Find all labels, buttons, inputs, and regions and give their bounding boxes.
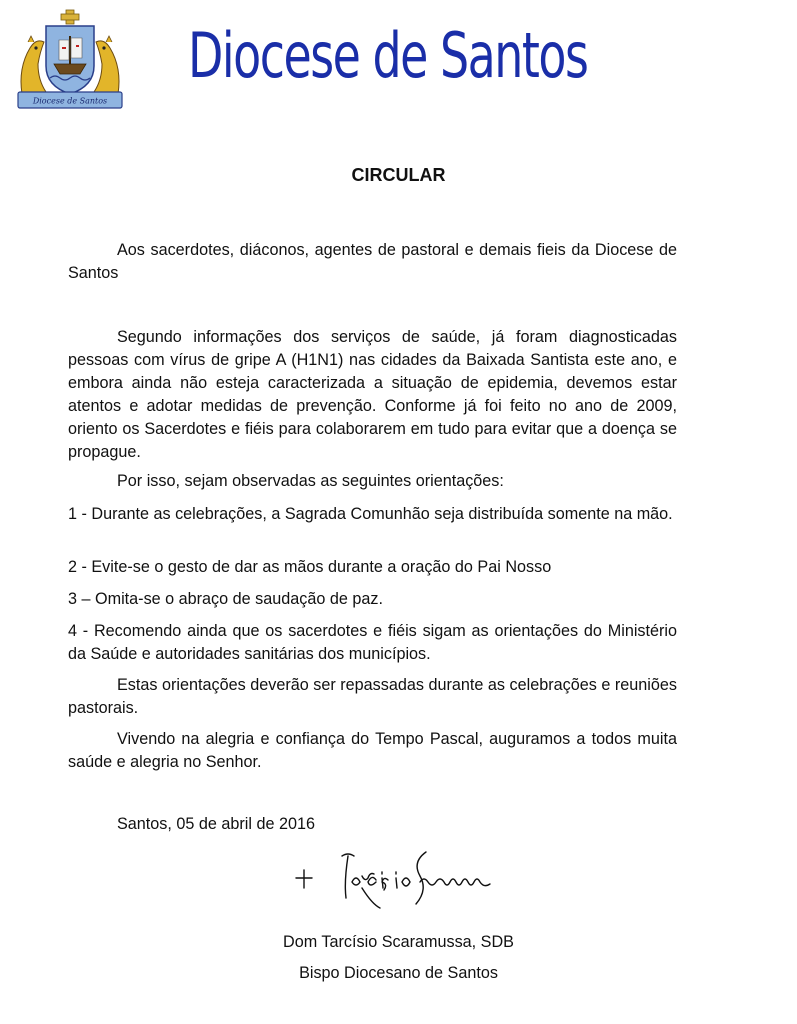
paragraph-body: Segundo informações dos serviços de saúde, já foram diagnosticadas pessoas com vírus de gripe A (H1N1) nas cidades da Baixada Santista este ano, e embora ainda não esteja caracterizada a situação de epidemia, devemos estar atentos e adotar medidas de prevenção. Conforme já foi feito no ano de 2009, oriento os Sacerdotes e fiéis para colaborarem em tudo para evitar que a doença se propague. [68, 328, 677, 461]
diocese-crest-logo [14, 8, 126, 110]
document-title: CIRCULAR [351, 165, 446, 185]
guideline-item: 3 – Omita-se o abraço de saudação de paz. [68, 590, 383, 608]
salutation: Aos sacerdotes, diáconos, agentes de pastoral e demais fieis da Diocese de Santos [68, 241, 677, 282]
signatory-name: Dom Tarcísio Scaramussa, SDB [283, 933, 514, 951]
diocese-brand-title: Diocese de Santos [188, 19, 588, 92]
guideline-item: 2 - Evite-se o gesto de dar as mãos durante a oração do Pai Nosso [68, 558, 552, 576]
signatory-role: Bispo Diocesano de Santos [299, 964, 498, 982]
closing-paragraph: Vivendo na alegria e confiança do Tempo Pascal, auguramos a todos muita saúde e alegria no Senhor. [68, 730, 677, 771]
guideline-item: 1 - Durante as celebrações, a Sagrada Comunhão seja distribuída somente na mão. [68, 505, 673, 523]
closing-paragraph: Estas orientações deverão ser repassadas durante as celebrações e reuniões pastorais. [68, 676, 677, 717]
place-and-date: Santos, 05 de abril de 2016 [117, 815, 315, 833]
handwritten-signature [292, 842, 507, 916]
guideline-item: 4 - Recomendo ainda que os sacerdotes e fiéis sigam as orientações do Ministério da Saúde e autoridades sanitárias dos municípios. [68, 622, 677, 663]
paragraph-intro-guidelines: Por isso, sejam observadas as seguintes orientações: [117, 472, 504, 490]
crest-ribbon-text: Diocese de Santos [32, 96, 108, 106]
